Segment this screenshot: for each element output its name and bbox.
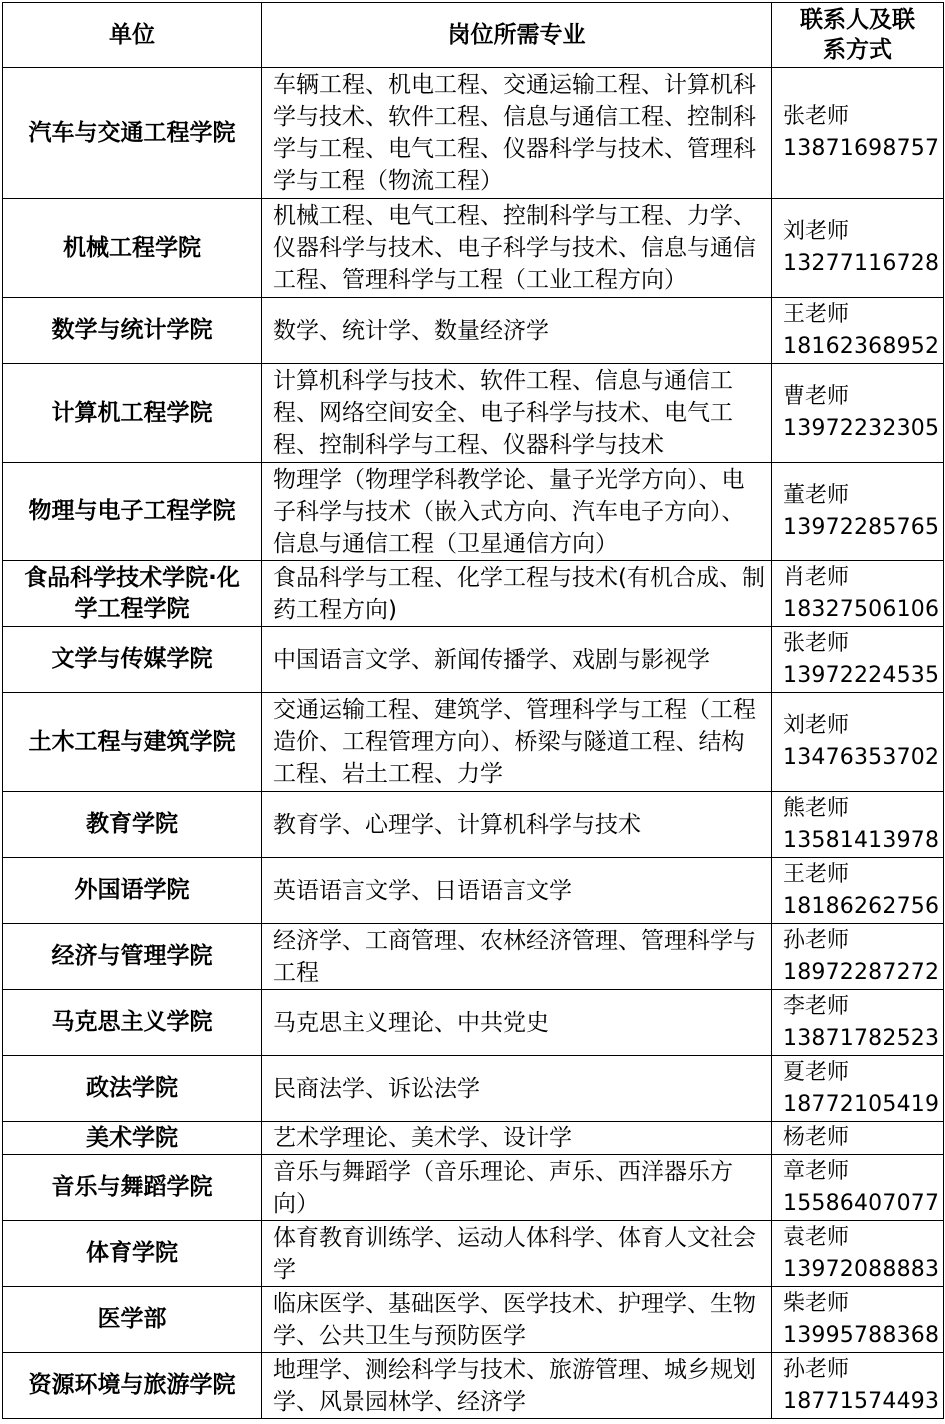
majors-cell: 食品科学与工程、化学工程与技术(有机合成、制药工程方向) xyxy=(262,561,772,627)
contact-cell xyxy=(772,990,944,1056)
table-row xyxy=(3,298,944,364)
contact-name: 夏老师 xyxy=(783,1059,850,1085)
contact-phone: 13277116728 xyxy=(783,251,940,276)
contact-phone: 18972287272 xyxy=(783,959,940,985)
table-row xyxy=(3,1353,944,1419)
table-row xyxy=(3,561,944,627)
contact-cell xyxy=(772,924,944,990)
contact-name: 刘老师 xyxy=(783,713,850,738)
unit-cell: 体育学院 xyxy=(3,1221,262,1287)
contact-cell xyxy=(772,858,944,924)
majors-cell: 经济学、工商管理、农林经济管理、管理科学与工程 xyxy=(262,924,772,990)
unit-cell: 计算机工程学院 xyxy=(3,364,262,463)
majors-cell: 计算机科学与技术、软件工程、信息与通信工程、网络空间安全、电子科学与技术、电气工程、控制科学与工程、仪器科学与技术 xyxy=(262,364,772,463)
unit-cell: 汽车与交通工程学院 xyxy=(3,68,262,199)
contact-name: 章老师 xyxy=(783,1158,850,1184)
contact-cell xyxy=(772,1353,944,1419)
contact-phone: 13476353702 xyxy=(783,745,940,770)
majors-cell: 民商法学、诉讼法学 xyxy=(262,1056,772,1122)
table-row xyxy=(3,792,944,858)
contact-phone: 18186262756 xyxy=(783,893,940,919)
unit-cell: 文学与传媒学院 xyxy=(3,627,262,693)
majors-cell: 车辆工程、机电工程、交通运输工程、计算机科学与技术、软件工程、信息与通信工程、控制科学与工程、电气工程、仪器科学与技术、管理科学与工程（物流工程） xyxy=(262,68,772,199)
contact-name: 张老师 xyxy=(783,630,850,656)
contact-phone: 18327506106 xyxy=(783,596,940,622)
contact-name: 孙老师 xyxy=(783,927,850,953)
contact-name: 刘老师 xyxy=(783,219,850,244)
contact-cell xyxy=(772,199,944,298)
contact-name: 熊老师 xyxy=(783,795,850,821)
contact-phone: 13972088883 xyxy=(783,1256,940,1282)
unit-cell: 经济与管理学院 xyxy=(3,924,262,990)
contact-phone: 13972285765 xyxy=(783,514,940,540)
unit-cell: 马克思主义学院 xyxy=(3,990,262,1056)
majors-cell: 体育教育训练学、运动人体科学、体育人文社会学 xyxy=(262,1221,772,1287)
table-row xyxy=(3,627,944,693)
majors-cell: 艺术学理论、美术学、设计学 xyxy=(262,1122,772,1155)
contact-name: 袁老师 xyxy=(783,1224,850,1250)
table-header-row xyxy=(3,3,944,68)
contact-cell xyxy=(772,364,944,463)
table-row xyxy=(3,990,944,1056)
table-row xyxy=(3,364,944,463)
contact-cell xyxy=(772,1287,944,1353)
table-row xyxy=(3,1221,944,1287)
table-row xyxy=(3,1287,944,1353)
table-row xyxy=(3,68,944,199)
contact-cell xyxy=(772,792,944,858)
contact-phone: 18162368952 xyxy=(783,333,940,359)
unit-cell: 政法学院 xyxy=(3,1056,262,1122)
table-row xyxy=(3,1056,944,1122)
contact-cell xyxy=(772,561,944,627)
unit-cell: 土木工程与建筑学院 xyxy=(3,693,262,792)
unit-cell: 资源环境与旅游学院 xyxy=(3,1353,262,1419)
table-row xyxy=(3,1155,944,1221)
majors-cell: 地理学、测绘科学与技术、旅游管理、城乡规划学、风景园林学、经济学 xyxy=(262,1353,772,1419)
unit-cell: 美术学院 xyxy=(3,1122,262,1155)
unit-cell: 机械工程学院 xyxy=(3,199,262,298)
contact-cell xyxy=(772,298,944,364)
contact-phone: 13871782523 xyxy=(783,1025,940,1051)
contact-phone: 13972232305 xyxy=(783,416,940,441)
table-row xyxy=(3,924,944,990)
contact-phone: 13581413978 xyxy=(783,827,940,853)
contact-phone: 18771574493 xyxy=(783,1388,940,1414)
recruitment-table xyxy=(2,2,944,1419)
contact-name: 李老师 xyxy=(783,993,850,1019)
contact-cell xyxy=(772,693,944,792)
contact-name: 孙老师 xyxy=(783,1356,850,1382)
contact-phone: 13871698757 xyxy=(783,136,940,161)
table-row xyxy=(3,199,944,298)
unit-cell: 数学与统计学院 xyxy=(3,298,262,364)
contact-cell xyxy=(772,1122,944,1155)
contact-phone: 18772105419 xyxy=(783,1091,940,1117)
majors-cell: 交通运输工程、建筑学、管理科学与工程（工程造价、工程管理方向）、桥梁与隧道工程、结构工程、岩土工程、力学 xyxy=(262,693,772,792)
majors-cell: 马克思主义理论、中共党史 xyxy=(262,990,772,1056)
unit-cell: 物理与电子工程学院 xyxy=(3,463,262,561)
contact-phone: 13995788368 xyxy=(783,1322,940,1348)
unit-cell: 医学部 xyxy=(3,1287,262,1353)
majors-cell: 中国语言文学、新闻传播学、戏剧与影视学 xyxy=(262,627,772,693)
contact-name: 柴老师 xyxy=(783,1290,850,1316)
contact-cell xyxy=(772,1155,944,1221)
table-row xyxy=(3,463,944,561)
contact-name: 张老师 xyxy=(783,104,850,129)
majors-cell: 临床医学、基础医学、医学技术、护理学、生物学、公共卫生与预防医学 xyxy=(262,1287,772,1353)
unit-cell: 教育学院 xyxy=(3,792,262,858)
contact-name: 王老师 xyxy=(783,301,850,327)
contact-cell xyxy=(772,627,944,693)
contact-name: 杨老师 xyxy=(783,1125,850,1150)
majors-cell: 数学、统计学、数量经济学 xyxy=(262,298,772,364)
contact-cell xyxy=(772,68,944,199)
contact-cell xyxy=(772,1221,944,1287)
majors-cell: 教育学、心理学、计算机科学与技术 xyxy=(262,792,772,858)
unit-cell: 外国语学院 xyxy=(3,858,262,924)
contact-phone: 15586407077 xyxy=(783,1190,940,1216)
header-contact: 联系人及联系方式 xyxy=(772,3,944,68)
header-majors: 岗位所需专业 xyxy=(262,3,772,68)
majors-cell: 英语语言文学、日语语言文学 xyxy=(262,858,772,924)
header-unit: 单位 xyxy=(3,3,262,68)
contact-name: 董老师 xyxy=(783,482,850,508)
table-row xyxy=(3,858,944,924)
contact-cell xyxy=(772,1056,944,1122)
contact-phone: 13972224535 xyxy=(783,662,940,688)
contact-cell xyxy=(772,463,944,561)
majors-cell: 物理学（物理学科教学论、量子光学方向）、电子科学与技术（嵌入式方向、汽车电子方向）、信息与通信工程（卫星通信方向） xyxy=(262,463,772,561)
contact-name: 肖老师 xyxy=(783,564,850,590)
table-row xyxy=(3,1122,944,1155)
majors-cell: 机械工程、电气工程、控制科学与工程、力学、仪器科学与技术、电子科学与技术、信息与通信工程、管理科学与工程（工业工程方向） xyxy=(262,199,772,298)
majors-cell: 音乐与舞蹈学（音乐理论、声乐、西洋器乐方向） xyxy=(262,1155,772,1221)
unit-cell: 音乐与舞蹈学院 xyxy=(3,1155,262,1221)
table-row xyxy=(3,693,944,792)
contact-name: 曹老师 xyxy=(783,384,850,409)
unit-cell: 食品科学技术学院·化学工程学院 xyxy=(3,561,262,627)
contact-name: 王老师 xyxy=(783,861,850,887)
